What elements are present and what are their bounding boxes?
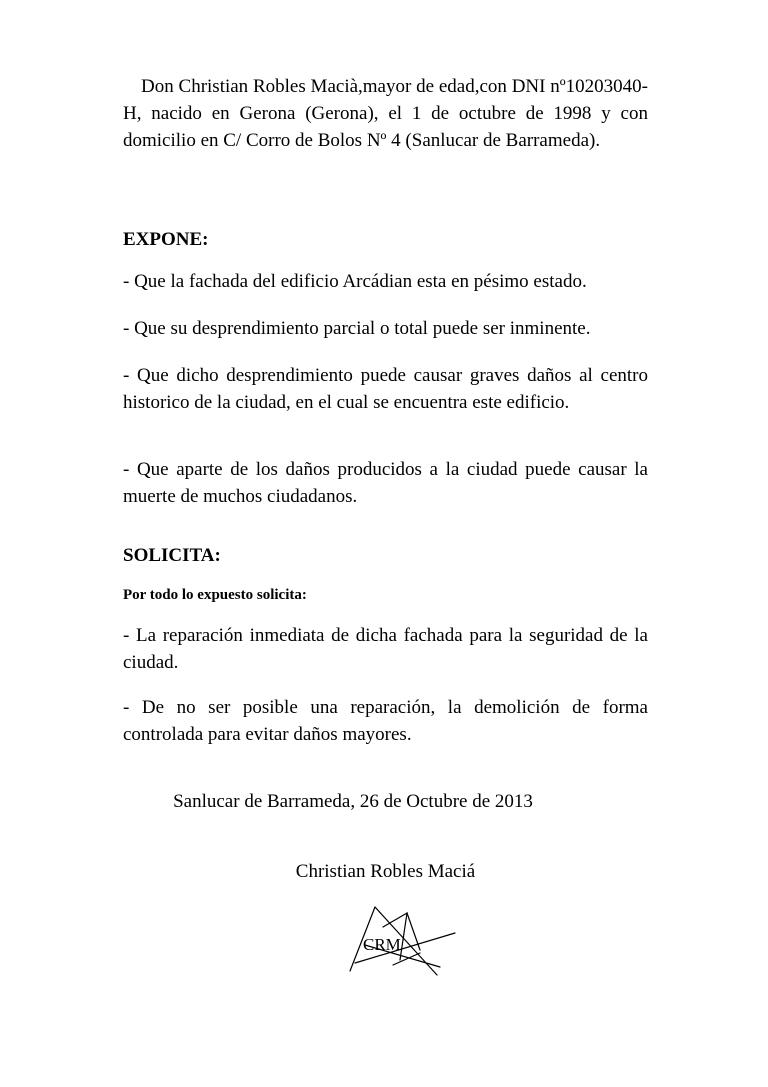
solicita-item-1: - La reparación inmediata de dicha fachada para la seguridad de la ciudad. [123, 625, 648, 673]
solicita-intro: Por todo lo expuesto solicita: [123, 587, 307, 603]
expone-heading: EXPONE: [123, 229, 209, 250]
expone-item-2: - Que su desprendimiento parcial o total puede ser inminente. [123, 318, 591, 339]
solicita-heading: SOLICITA: [123, 545, 221, 566]
solicita-item-2: - De no ser posible una reparación, la demolición de forma controlada para evitar daños mayores. [123, 697, 648, 745]
expone-item-4: - Que aparte de los daños producidos a la ciudad puede causar la muerte de muchos ciudadanos. [123, 459, 648, 507]
signature-initials: CRM [363, 935, 401, 954]
signature [345, 905, 460, 980]
signer-name: Christian Robles Maciá [295, 861, 476, 882]
intro-paragraph: Don Christian Robles Macià,mayor de edad,con DNI nº10203040-H, nacido en Gerona (Gerona), el 1 de octubre de 1998 y con domicilio en C/ Corro de Bolos Nº 4 (Sanlucar de Barrameda). [123, 76, 648, 151]
place-date: Sanlucar de Barrameda, 26 de Octubre de 2013 [173, 791, 533, 812]
expone-item-1: - Que la fachada del edificio Arcádian esta en pésimo estado. [123, 271, 587, 292]
expone-item-3: - Que dicho desprendimiento puede causar graves daños al centro historico de la ciudad, en el cual se encuentra este edificio. [123, 365, 648, 413]
